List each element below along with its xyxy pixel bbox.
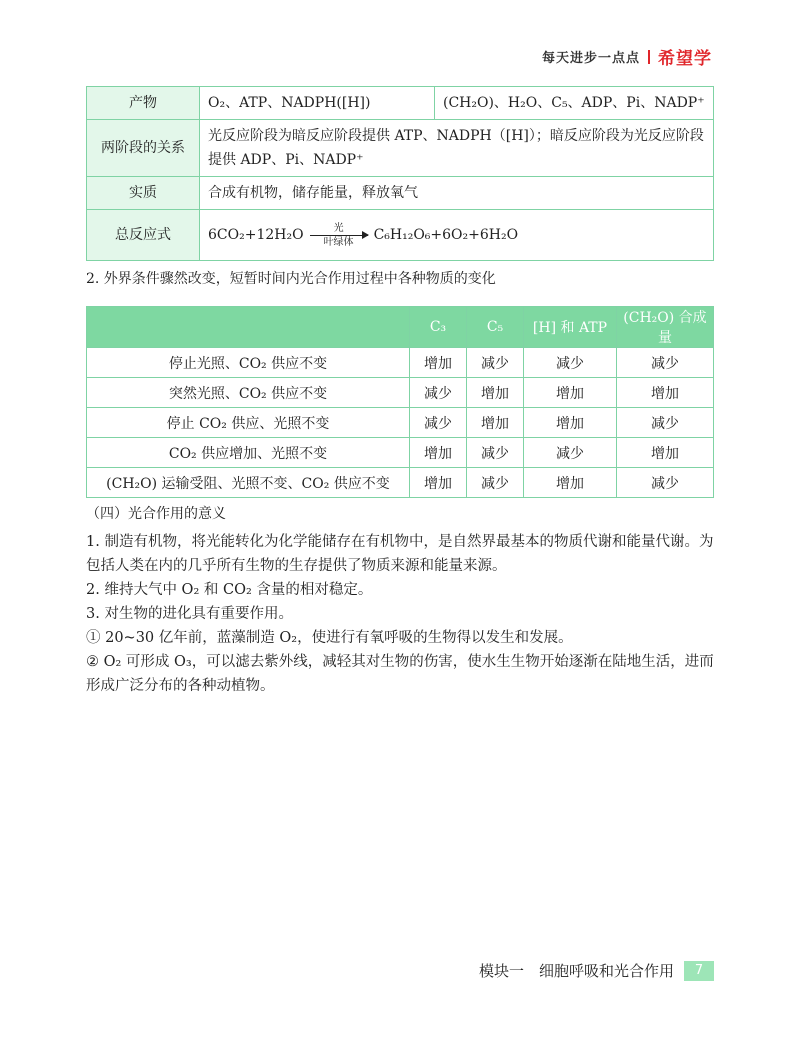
table-row: [87, 120, 714, 177]
row-label: 实质: [87, 177, 200, 210]
table-cell: 减少: [617, 408, 714, 438]
column-header: C₃: [410, 307, 467, 348]
table-cell: 减少: [467, 348, 524, 378]
table-cell: 减少: [617, 468, 714, 498]
table-cell: 停止光照、CO₂ 供应不变: [87, 348, 410, 378]
table-row: [87, 210, 714, 261]
page-number: 7: [684, 961, 714, 981]
table-cell: 增加: [524, 468, 617, 498]
section-title: 2. 外界条件骤然改变，短暂时间内光合作用过程中各种物质的变化: [86, 271, 496, 287]
row-label: 产物: [87, 87, 200, 120]
paragraph: 1. 制造有机物，将光能转化为化学能储存在有机物中，是自然界最基本的物质代谢和能量代谢。为包括人类在内的几乎所有生物的生存提供了物质来源和能量来源。: [86, 534, 714, 574]
table-cell: 增加: [467, 378, 524, 408]
module-title: 模块一 细胞呼吸和光合作用: [478, 962, 674, 980]
condition-change-table: [86, 306, 714, 498]
table-row: [87, 468, 714, 498]
column-header: C₅: [467, 307, 524, 348]
header-divider: [648, 50, 650, 64]
photosynthesis-summary-table: [86, 86, 714, 261]
table-cell: CO₂ 供应增加、光照不变: [87, 438, 410, 468]
table-cell: 减少: [467, 438, 524, 468]
table-cell: 增加: [524, 408, 617, 438]
paragraph: ② O₂ 可形成 O₃，可以滤去紫外线，减轻其对生物的伤害，使水生生物开始逐渐在陆地生活，进而形成广泛分布的各种动植物。: [86, 654, 714, 694]
table-cell: 增加: [617, 378, 714, 408]
column-header: (CH₂O) 合成量: [617, 307, 714, 348]
table-cell: 增加: [410, 438, 467, 468]
table-header-row: [87, 307, 714, 348]
section-heading: （四）光合作用的意义: [86, 506, 226, 522]
table-cell: O₂、ATP、NADPH([H]): [200, 87, 435, 120]
table-cell: (CH₂O)、H₂O、C₅、ADP、Pi、NADP⁺: [435, 87, 714, 120]
page-footer: [479, 960, 714, 981]
table-cell: 减少: [524, 348, 617, 378]
table-row: [87, 177, 714, 210]
table-cell: 增加: [617, 438, 714, 468]
table-cell: 减少: [524, 438, 617, 468]
paragraph: 3. 对生物的进化具有重要作用。: [86, 606, 293, 622]
header-slogan: 每天进步一点点: [541, 51, 640, 66]
table-cell: 减少: [617, 348, 714, 378]
equation-cell: [200, 210, 714, 261]
table-cell: (CH₂O) 运输受阻、光照不变、CO₂ 供应不变: [87, 468, 410, 498]
table-cell: 减少: [410, 408, 467, 438]
table-row: [87, 438, 714, 468]
table-cell: 停止 CO₂ 供应、光照不变: [87, 408, 410, 438]
table-cell: 增加: [467, 408, 524, 438]
table-cell: 减少: [410, 378, 467, 408]
table-row: [87, 348, 714, 378]
table-cell: 增加: [524, 378, 617, 408]
table-row: [87, 87, 714, 120]
equation-products: C₆H₁₂O₆+6O₂+6H₂O: [373, 227, 519, 243]
meaning-section: [86, 502, 714, 698]
row-label: 总反应式: [87, 210, 200, 261]
column-header: [H] 和 ATP: [524, 307, 617, 348]
table-row: [87, 408, 714, 438]
brand-logo: 希望学: [658, 49, 712, 69]
table-cell: 光反应阶段为暗反应阶段提供 ATP、NADPH（[H]）；暗反应阶段为光反应阶段提供 ADP、Pi、NADP⁺: [200, 120, 714, 177]
table-cell: 增加: [410, 468, 467, 498]
table-cell: 突然光照、CO₂ 供应不变: [87, 378, 410, 408]
arrow-condition-site: 叶绿体: [323, 236, 354, 248]
arrow-condition-light: 光: [333, 222, 344, 234]
table-cell: 减少: [467, 468, 524, 498]
table-cell: 增加: [410, 348, 467, 378]
equation-reactants: 6CO₂+12H₂O: [208, 227, 304, 243]
table-cell: 合成有机物，储存能量，释放氧气: [200, 177, 714, 210]
row-label: 两阶段的关系: [87, 120, 200, 177]
page-header: [542, 44, 712, 69]
reaction-equation: [208, 223, 518, 248]
reaction-arrow: [310, 223, 368, 248]
table-row: [87, 378, 714, 408]
paragraph: 2. 维持大气中 O₂ 和 CO₂ 含量的相对稳定。: [86, 582, 373, 598]
column-header: [87, 307, 410, 348]
arrow-icon: [310, 235, 368, 236]
paragraph: ① 20~30 亿年前，蓝藻制造 O₂，使进行有氧呼吸的生物得以发生和发展。: [86, 630, 573, 646]
